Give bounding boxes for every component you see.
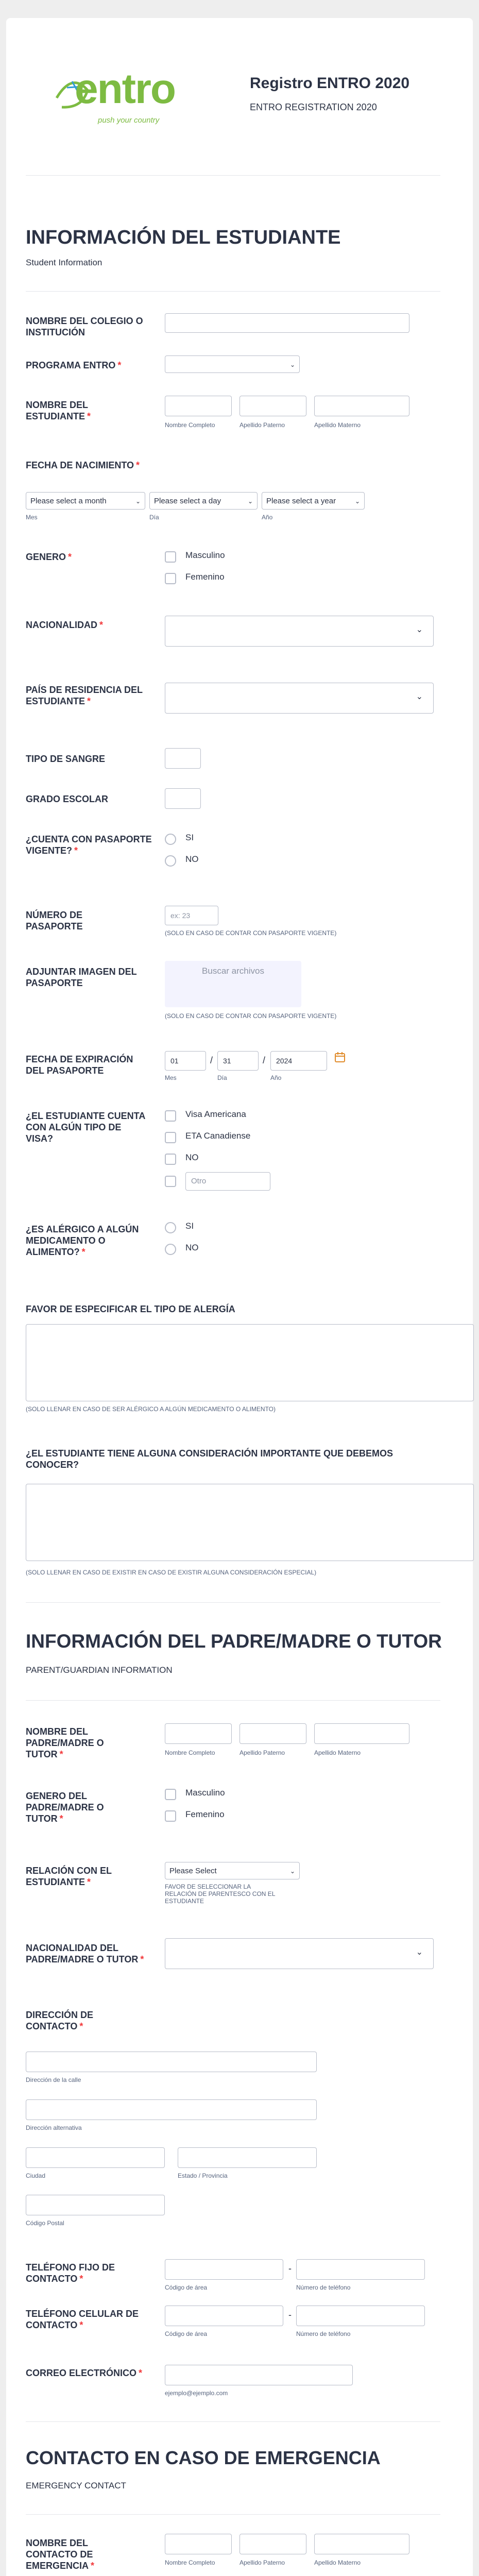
parent-cell-area-sub: Código de área: [165, 2330, 208, 2337]
parent-relation-label: RELACIÓN CON EL ESTUDIANTE *: [26, 1866, 112, 1887]
parent-gender-label: GENERO DEL PADRE/MADRE O TUTOR *: [26, 1791, 104, 1824]
passport-label: ¿CUENTA CON PASAPORTE VIGENTE? *: [26, 834, 152, 856]
parent-address-label: DIRECCIÓN DE CONTACTO *: [26, 2010, 94, 2031]
emergency-name-label: NOMBRE DEL CONTACTO DE EMERGENCIA *: [26, 2538, 95, 2571]
visa-no-label: NO: [185, 1153, 199, 1162]
parent-relation-note: FAVOR DE SELECCIONAR LA RELACIÓN DE PARENTESCO CON EL ESTUDIANTE: [165, 1883, 276, 1905]
emergency-paternal-name-sub: Apellido Paterno: [239, 2559, 285, 2566]
parent-zip-sub: Código Postal: [26, 2219, 64, 2227]
parent-city-sub: Ciudad: [26, 2172, 46, 2179]
visa-us-checkbox[interactable]: [165, 1110, 176, 1122]
allergy-type-textarea[interactable]: [26, 1324, 474, 1401]
emergency-first-name-input[interactable]: [165, 2534, 232, 2554]
emergency-first-name-sub: Nombre Completo: [165, 2559, 215, 2566]
emergency-maternal-name-input[interactable]: [314, 2534, 409, 2554]
passport-image-label: ADJUNTAR IMAGEN DEL PASAPORTE: [26, 967, 137, 988]
dob-year-sub: Año: [262, 514, 273, 521]
parent-email-sub: ejemplo@ejemplo.com: [165, 2389, 228, 2397]
parent-subheading: PARENT/GUARDIAN INFORMATION: [26, 1665, 173, 1675]
visa-other-checkbox[interactable]: [165, 1176, 176, 1187]
parent-street2-input[interactable]: [26, 2099, 317, 2120]
gender-male-label: Masculino: [185, 550, 225, 560]
student-heading: INFORMACIÓN DEL ESTUDIANTE: [26, 227, 341, 248]
maternal-name-input[interactable]: [314, 396, 409, 416]
parent-city-input[interactable]: [26, 2147, 165, 2168]
student-name-label: NOMBRE DEL ESTUDIANTE *: [26, 400, 91, 421]
parent-state-sub: Estado / Provincia: [178, 2172, 228, 2179]
parent-email-input[interactable]: [165, 2365, 353, 2385]
expiry-label: FECHA DE EXPIRACIÓN DEL PASAPORTE: [26, 1054, 133, 1076]
parent-nationality-select[interactable]: [165, 1938, 434, 1969]
school-label: NOMBRE DEL COLEGIO O INSTITUCIÓN: [26, 316, 143, 337]
visa-label: ¿EL ESTUDIANTE CUENTA CON ALGÚN TIPO DE VISA?: [26, 1111, 145, 1144]
expiry-day-input[interactable]: 31: [217, 1051, 259, 1071]
program-select[interactable]: [165, 355, 300, 373]
parent-zip-input[interactable]: [26, 2195, 165, 2215]
chevron-down-icon: ⌄: [135, 498, 141, 505]
page-subtitle: ENTRO REGISTRATION 2020: [250, 102, 377, 112]
grade-label: GRADO ESCOLAR: [26, 794, 109, 804]
parent-home-area-sub: Código de área: [165, 2284, 208, 2291]
student-subheading: Student Information: [26, 258, 102, 267]
parent-gender-female-checkbox[interactable]: [165, 1810, 176, 1822]
emergency-maternal-name-sub: Apellido Materno: [314, 2559, 361, 2566]
divider: [26, 1700, 440, 1701]
parent-home-phone-label: TELÉFONO FIJO DE CONTACTO *: [26, 2262, 115, 2284]
date-separator: /: [210, 1055, 213, 1065]
divider: [26, 291, 440, 292]
residence-select[interactable]: [165, 683, 434, 714]
divider: [26, 175, 440, 176]
gender-female-checkbox[interactable]: [165, 573, 176, 584]
phone-dash: -: [288, 2310, 292, 2320]
consideration-label: ¿EL ESTUDIANTE TIENE ALGUNA CONSIDERACIÓN IMPORTANTE QUE DEBEMOS CONOCER?: [26, 1448, 394, 1470]
blood-input[interactable]: [165, 748, 201, 769]
first-name-input[interactable]: [165, 396, 232, 416]
dob-label: FECHA DE NACIMIENTO *: [26, 460, 140, 470]
chevron-down-icon: ⌄: [416, 625, 423, 634]
visa-us-label: Visa Americana: [185, 1109, 246, 1119]
parent-maternal-name-sub: Apellido Materno: [314, 1749, 361, 1756]
parent-home-number-input[interactable]: [296, 2259, 425, 2280]
date-separator: /: [263, 1055, 266, 1065]
parent-street-input[interactable]: [26, 2052, 317, 2072]
dob-month-sub: Mes: [26, 514, 38, 521]
paternal-name-input[interactable]: [239, 396, 306, 416]
expiry-year-sub: Año: [270, 1074, 282, 1081]
parent-first-name-sub: Nombre Completo: [165, 1749, 215, 1756]
expiry-year-input[interactable]: 2024: [270, 1051, 327, 1071]
residence-label: PAÍS DE RESIDENCIA DEL ESTUDIANTE *: [26, 685, 143, 706]
gender-male-checkbox[interactable]: [165, 551, 176, 563]
divider: [26, 2421, 440, 2422]
allergy-no-label: NO: [185, 1243, 199, 1252]
dob-day-sub: Día: [149, 514, 159, 521]
allergy-type-label: FAVOR DE ESPECIFICAR EL TIPO DE ALERGÍA: [26, 1304, 235, 1314]
visa-other-input[interactable]: Otro: [185, 1172, 270, 1191]
parent-name-label: NOMBRE DEL PADRE/MADRE O TUTOR *: [26, 1726, 104, 1759]
parent-paternal-name-sub: Apellido Paterno: [239, 1749, 285, 1756]
passport-number-label: NÚMERO DE PASAPORTE: [26, 910, 83, 931]
visa-no-checkbox[interactable]: [165, 1154, 176, 1165]
dob-day-select[interactable]: Please select a day ⌄: [149, 492, 258, 510]
parent-gender-male-checkbox[interactable]: [165, 1789, 176, 1800]
first-name-sub: Nombre Completo: [165, 421, 215, 429]
parent-cell-area-input[interactable]: [165, 2306, 283, 2326]
emergency-paternal-name-input[interactable]: [239, 2534, 306, 2554]
parent-paternal-name-input[interactable]: [239, 1723, 306, 1744]
consideration-note: (SOLO LLENAR EN CASO DE EXISTIR EN CASO DE EXISTIR ALGUNA CONSIDERACIÓN ESPECIAL): [26, 1569, 317, 1576]
parent-nationality-label: NACIONALIDAD DEL PADRE/MADRE O TUTOR *: [26, 1943, 144, 1964]
gender-female-label: Femenino: [185, 572, 225, 582]
passport-no-radio[interactable]: [165, 855, 176, 867]
gender-label: GENERO *: [26, 552, 72, 562]
passport-no-label: NO: [185, 854, 199, 864]
allergy-yes-label: SI: [185, 1221, 194, 1231]
dob-month-select[interactable]: Please select a month ⌄: [26, 492, 145, 510]
nationality-label: NACIONALIDAD *: [26, 620, 104, 630]
consideration-textarea[interactable]: [26, 1484, 474, 1561]
phone-dash: -: [288, 2263, 292, 2274]
parent-relation-select[interactable]: Please Select ⌄: [165, 1862, 300, 1879]
expiry-day-sub: Día: [217, 1074, 227, 1081]
parent-gender-male-label: Masculino: [185, 1788, 225, 1798]
parent-cell-phone-label: TELÉFONO CELULAR DE CONTACTO *: [26, 2309, 139, 2330]
passport-image-note: (SOLO EN CASO DE CONTAR CON PASAPORTE VIGENTE): [165, 1012, 337, 1020]
allergy-yes-radio[interactable]: [165, 1222, 176, 1233]
nationality-select[interactable]: [165, 616, 434, 647]
parent-cell-number-input[interactable]: [296, 2306, 425, 2326]
parent-email-label: CORREO ELECTRÓNICO *: [26, 2368, 143, 2378]
school-input[interactable]: [165, 313, 409, 333]
divider: [26, 2514, 440, 2515]
parent-street-sub: Dirección de la calle: [26, 2076, 81, 2083]
grade-input[interactable]: [165, 788, 201, 809]
allergy-no-radio[interactable]: [165, 1244, 176, 1255]
program-label: PROGRAMA ENTRO *: [26, 360, 122, 370]
parent-street2-sub: Dirección alternativa: [26, 2124, 82, 2131]
chevron-down-icon: ⌄: [416, 692, 423, 701]
maternal-name-sub: Apellido Materno: [314, 421, 361, 429]
parent-maternal-name-input[interactable]: [314, 1723, 409, 1744]
logo-text: entro: [75, 65, 175, 112]
chevron-down-icon: ⌄: [289, 1868, 295, 1875]
passport-yes-label: SI: [185, 833, 194, 842]
blood-label: TIPO DE SANGRE: [26, 754, 106, 764]
parent-heading: INFORMACIÓN DEL PADRE/MADRE O TUTOR: [26, 1631, 442, 1652]
page-title: Registro ENTRO 2020: [250, 75, 410, 92]
chevron-down-icon: ⌄: [289, 361, 295, 368]
parent-gender-female-label: Femenino: [185, 1809, 225, 1819]
paternal-name-sub: Apellido Paterno: [239, 421, 285, 429]
allergy-type-note: (SOLO LLENAR EN CASO DE SER ALÉRGICO A ALGÚN MEDICAMENTO O ALIMENTO): [26, 1405, 276, 1413]
logo-tagline: push your country: [98, 116, 160, 125]
calendar-icon[interactable]: [334, 1051, 346, 1063]
expiry-month-input[interactable]: 01: [165, 1051, 206, 1071]
parent-state-input[interactable]: [178, 2147, 317, 2168]
parent-cell-number-sub: Número de teléfono: [296, 2330, 351, 2337]
parent-home-area-input[interactable]: [165, 2259, 283, 2280]
emergency-heading: CONTACTO EN CASO DE EMERGENCIA: [26, 2447, 381, 2468]
chevron-down-icon: ⌄: [416, 1948, 423, 1957]
passport-number-note: (SOLO EN CASO DE CONTAR CON PASAPORTE VIGENTE): [165, 929, 337, 937]
chevron-down-icon: ⌄: [247, 498, 253, 505]
expiry-month-sub: Mes: [165, 1074, 177, 1081]
browse-files-button[interactable]: Buscar archivos: [165, 961, 301, 1007]
visa-eta-checkbox[interactable]: [165, 1132, 176, 1143]
passport-yes-radio[interactable]: [165, 834, 176, 845]
allergy-label: ¿ES ALÉRGICO A ALGÚN MEDICAMENTO O ALIMENTO? *: [26, 1224, 139, 1257]
parent-first-name-input[interactable]: [165, 1723, 232, 1744]
passport-number-input[interactable]: ex: 23: [165, 906, 218, 925]
dob-year-select[interactable]: Please select a year ⌄: [262, 492, 365, 510]
parent-home-number-sub: Número de teléfono: [296, 2284, 351, 2291]
divider: [26, 1602, 440, 1603]
emergency-subheading: EMERGENCY CONTACT: [26, 2481, 126, 2490]
visa-eta-label: ETA Canadiense: [185, 1131, 251, 1141]
chevron-down-icon: ⌄: [354, 498, 360, 505]
